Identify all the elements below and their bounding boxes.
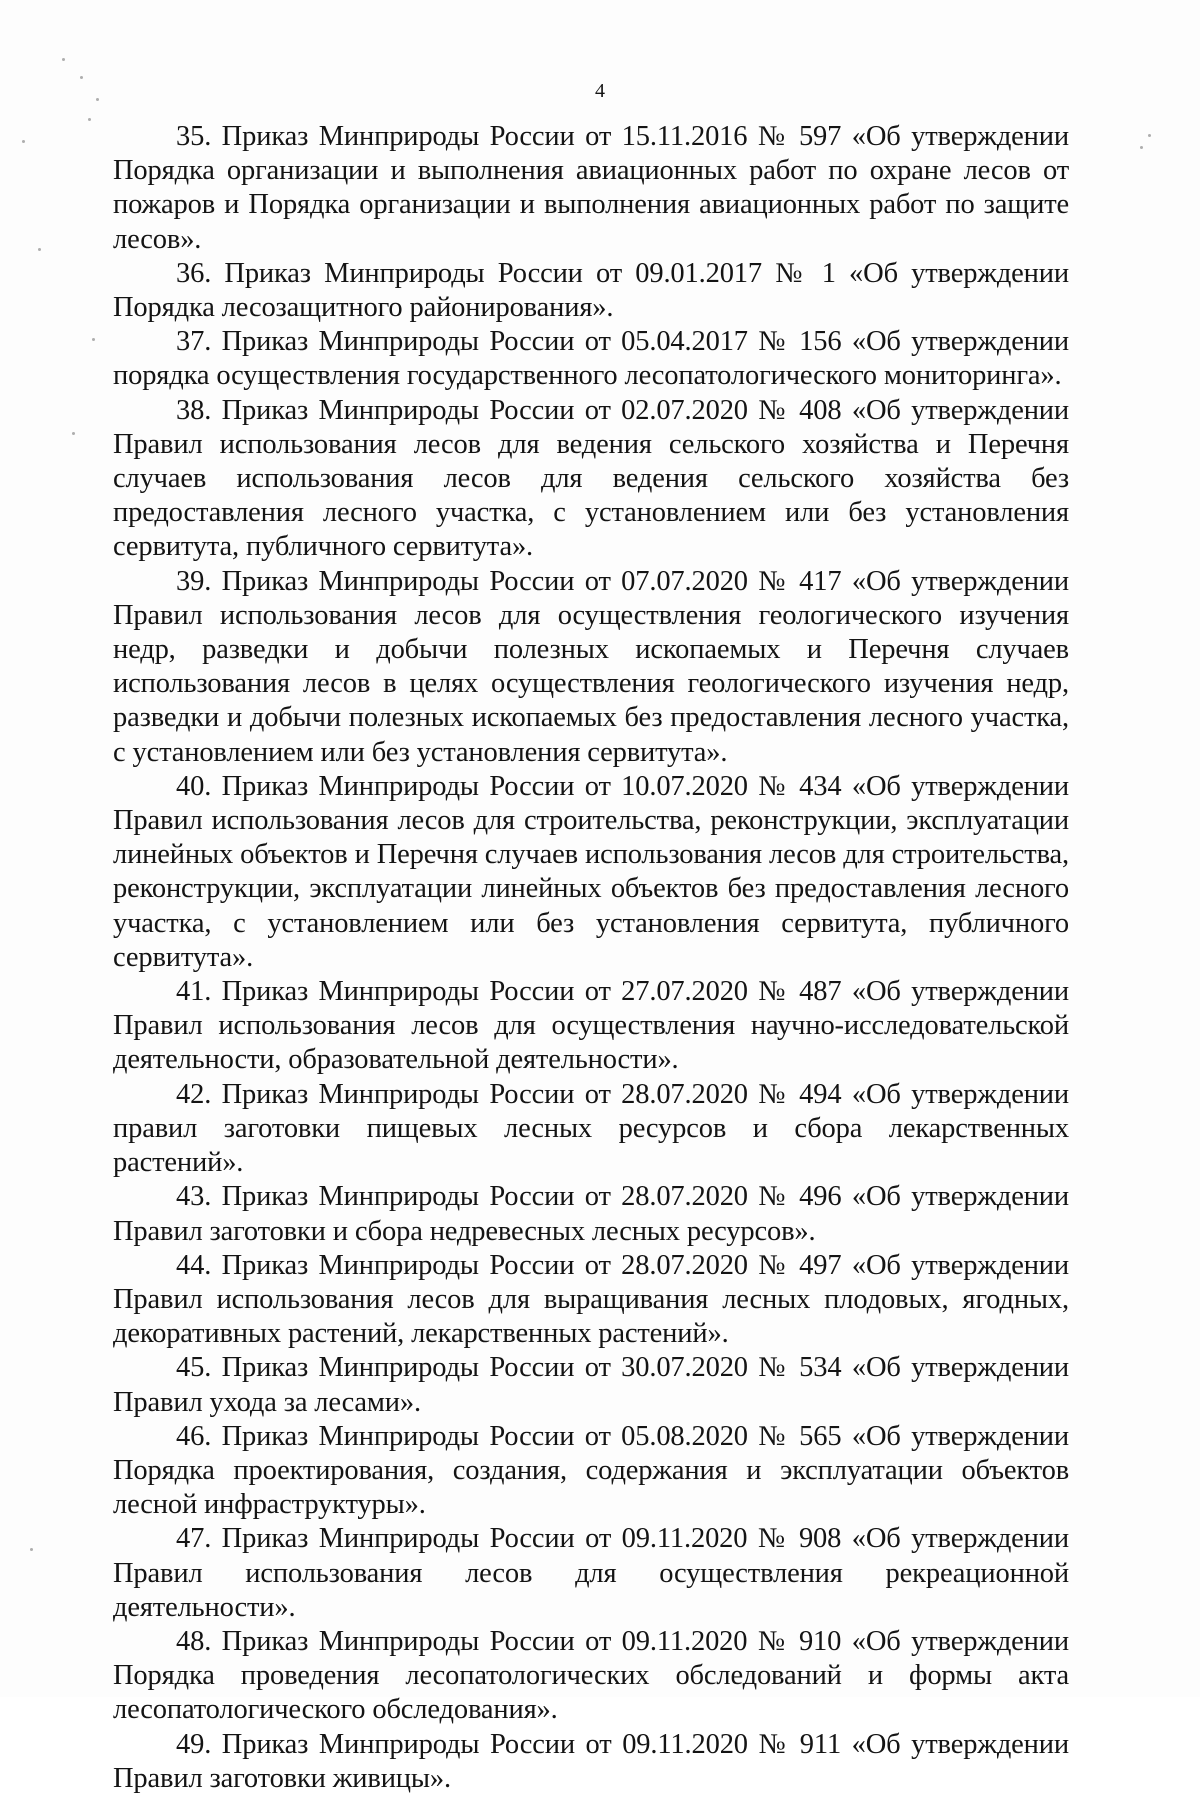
scan-speck <box>1148 134 1151 137</box>
scan-speck <box>22 140 25 143</box>
list-item: 40. Приказ Минприроды России от 10.07.2020 № 434 «Об утверждении Правил использования лесов для строительства, реконструкции, эксплуатации линейных объектов и Перечня случаев использования лесов для строительства, реконструкции, эксплуатации линейных объектов без предоставления лесного участка, с установлением или без установления сервитута, публичного сервитута». <box>113 770 1069 973</box>
scan-speck <box>92 338 95 341</box>
scan-speck <box>1140 146 1143 149</box>
list-item: 37. Приказ Минприроды России от 05.04.2017 № 156 «Об утверждении порядка осуществления государственного лесопатологического мониторинга». <box>113 326 1069 392</box>
list-item: 39. Приказ Минприроды России от 07.07.2020 № 417 «Об утверждении Правил использования лесов для осуществления геологического изучения недр, разведки и добычи полезных ископаемых и Перечня случаев использования лесов в целях осуществления геологического изучения недр, разведки и добычи полезных ископаемых без предоставления лесного участка, с установлением или без установления сервитута». <box>113 565 1069 768</box>
order-list <box>113 120 1069 1796</box>
page-number: 4 <box>595 80 605 102</box>
scan-speck <box>38 248 41 251</box>
list-item: 45. Приказ Минприроды России от 30.07.2020 № 534 «Об утверждении Правил ухода за лесами». <box>113 1352 1069 1418</box>
list-item: 46. Приказ Минприроды России от 05.08.2020 № 565 «Об утверждении Порядка проектирования, создания, содержания и эксплуатации объектов лесной инфраструктуры». <box>113 1420 1069 1521</box>
scan-speck <box>72 432 75 435</box>
scan-speck <box>88 118 91 121</box>
scan-speck <box>30 1548 33 1551</box>
list-item: 36. Приказ Минприроды России от 09.01.2017 № 1 «Об утверждении Порядка лесозащитного районирования». <box>113 257 1069 324</box>
list-item: 48. Приказ Минприроды России от 09.11.2020 № 910 «Об утверждении Порядка проведения лесопатологических обследований и формы акта лесопатологического обследования». <box>113 1625 1069 1726</box>
list-item: 38. Приказ Минприроды России от 02.07.2020 № 408 «Об утверждении Правил использования лесов для ведения сельского хозяйства и Перечня случаев использования лесов для ведения сельского хозяйства без предоставления лесного участка, с установлением или без установления сервитута, публичного сервитута». <box>113 394 1069 563</box>
list-item: 47. Приказ Минприроды России от 09.11.2020 № 908 «Об утверждении Правил использования лесов для осуществления рекреационной деятельности». <box>113 1523 1069 1623</box>
scan-speck <box>62 58 65 61</box>
list-item: 43. Приказ Минприроды России от 28.07.2020 № 496 «Об утверждении Правил заготовки и сбора недревесных лесных ресурсов». <box>113 1181 1069 1247</box>
list-item: 44. Приказ Минприроды России от 28.07.2020 № 497 «Об утверждении Правил использования лесов для выращивания лесных плодовых, ягодных, декоративных растений, лекарственных растений». <box>113 1249 1069 1350</box>
list-item: 42. Приказ Минприроды России от 28.07.2020 № 494 «Об утверждении правил заготовки пищевых лесных ресурсов и сбора лекарственных растений». <box>113 1078 1069 1179</box>
scan-speck <box>96 98 99 101</box>
list-item: 49. Приказ Минприроды России от 09.11.2020 № 911 «Об утверждении Правил заготовки живицы». <box>113 1728 1069 1794</box>
scan-speck <box>80 76 83 79</box>
list-item: 35. Приказ Минприроды России от 15.11.2016 № 597 «Об утверждении Порядка организации и выполнения авиационных работ по охране лесов от пожаров и Порядка организации и выполнения авиационных работ по защите лесов». <box>113 121 1069 255</box>
list-item: 41. Приказ Минприроды России от 27.07.2020 № 487 «Об утверждении Правил использования лесов для осуществления научно-исследовательской деятельности, образовательной деятельности». <box>113 976 1069 1076</box>
